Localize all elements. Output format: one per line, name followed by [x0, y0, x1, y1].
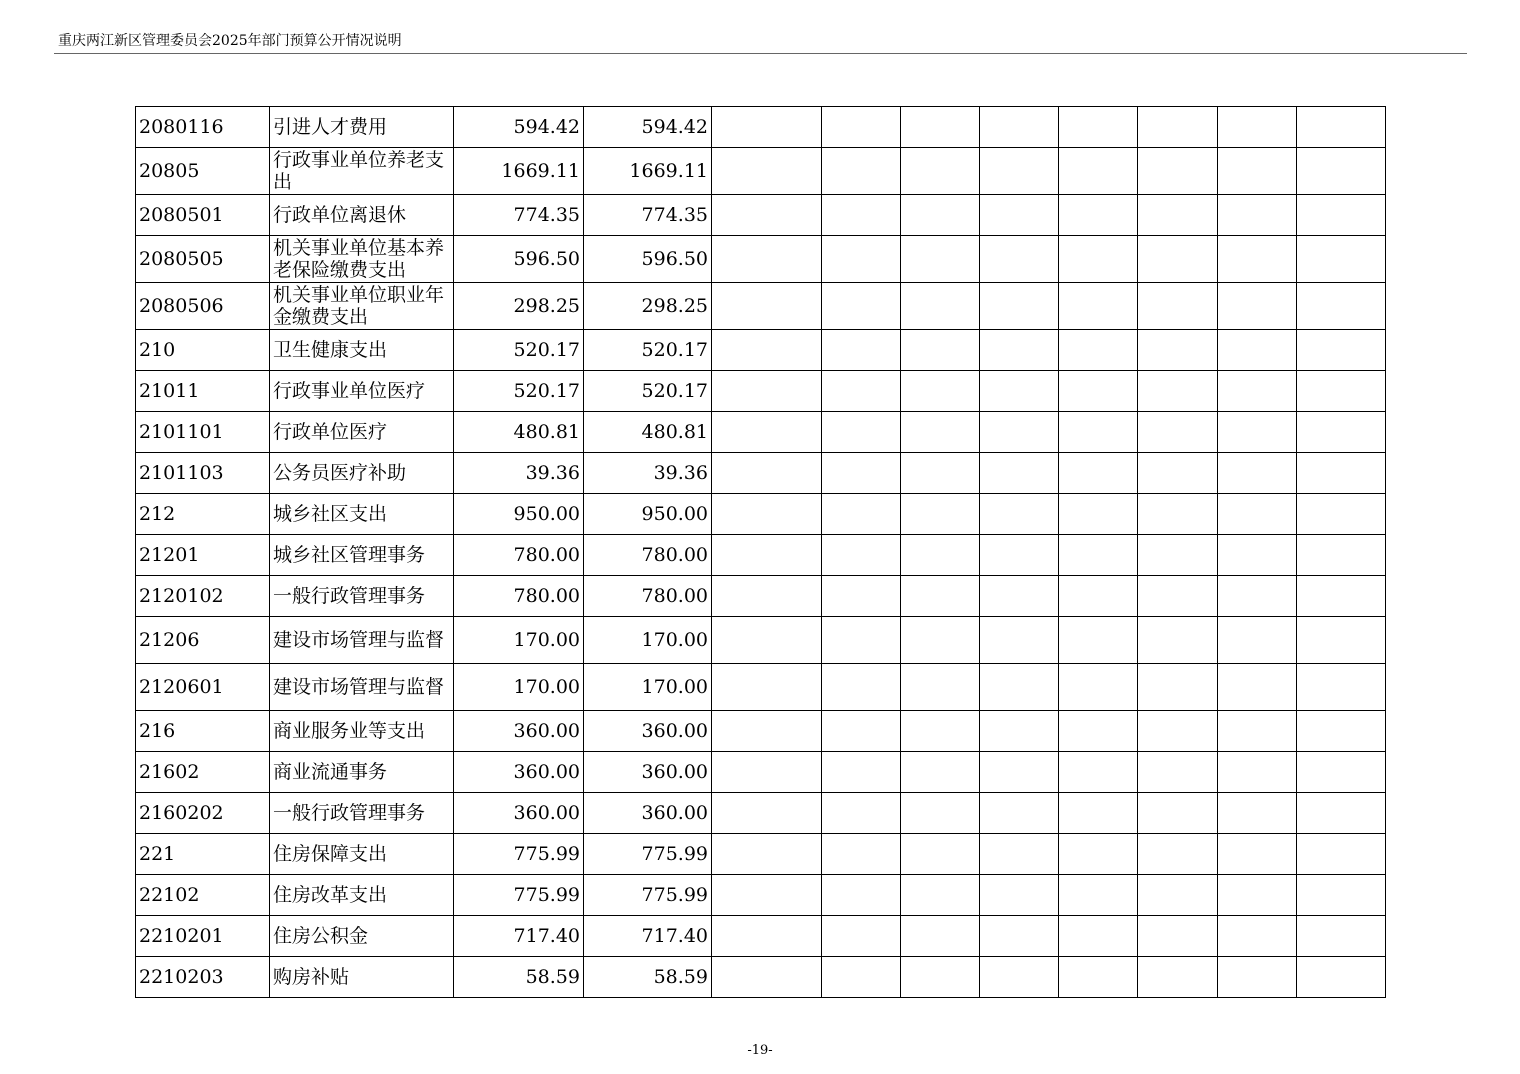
budget-table-body [136, 107, 1386, 998]
cell-empty [1218, 371, 1297, 412]
cell-empty [1297, 283, 1386, 330]
cell-total-amount: 39.36 [454, 453, 584, 494]
cell-subject-name: 住房保障支出 [270, 834, 454, 875]
cell-general-budget-amount: 596.50 [584, 236, 712, 283]
cell-empty [1138, 793, 1218, 834]
table-row [136, 453, 1386, 494]
cell-empty [1059, 330, 1138, 371]
cell-empty [712, 107, 822, 148]
cell-empty [1297, 834, 1386, 875]
table-row [136, 535, 1386, 576]
cell-empty [1138, 535, 1218, 576]
cell-empty [1138, 195, 1218, 236]
cell-empty [712, 957, 822, 998]
cell-empty [1297, 412, 1386, 453]
cell-subject-name: 公务员医疗补助 [270, 453, 454, 494]
cell-empty [980, 576, 1059, 617]
cell-empty [980, 236, 1059, 283]
cell-empty [1297, 453, 1386, 494]
cell-subject-code: 212 [136, 494, 270, 535]
cell-empty [901, 752, 980, 793]
cell-empty [980, 752, 1059, 793]
cell-empty [712, 236, 822, 283]
cell-empty [980, 453, 1059, 494]
cell-empty [1297, 576, 1386, 617]
cell-subject-name: 机关事业单位基本养老保险缴费支出 [270, 236, 454, 283]
cell-subject-name: 一般行政管理事务 [270, 793, 454, 834]
cell-empty [901, 148, 980, 195]
cell-empty [712, 371, 822, 412]
cell-total-amount: 775.99 [454, 875, 584, 916]
cell-total-amount: 520.17 [454, 371, 584, 412]
cell-empty [822, 195, 901, 236]
cell-general-budget-amount: 520.17 [584, 330, 712, 371]
cell-empty [901, 236, 980, 283]
cell-total-amount: 1669.11 [454, 148, 584, 195]
cell-empty [980, 875, 1059, 916]
cell-general-budget-amount: 360.00 [584, 793, 712, 834]
cell-subject-code: 210 [136, 330, 270, 371]
cell-empty [1138, 664, 1218, 711]
cell-empty [712, 875, 822, 916]
cell-empty [712, 664, 822, 711]
cell-general-budget-amount: 594.42 [584, 107, 712, 148]
cell-empty [980, 711, 1059, 752]
cell-empty [1218, 412, 1297, 453]
cell-empty [1297, 494, 1386, 535]
cell-subject-code: 22102 [136, 875, 270, 916]
cell-empty [1059, 195, 1138, 236]
cell-general-budget-amount: 1669.11 [584, 148, 712, 195]
cell-total-amount: 360.00 [454, 793, 584, 834]
table-row [136, 148, 1386, 195]
cell-empty [1059, 752, 1138, 793]
cell-empty [901, 576, 980, 617]
table-row [136, 875, 1386, 916]
cell-empty [1138, 617, 1218, 664]
cell-empty [1297, 664, 1386, 711]
cell-subject-code: 2080505 [136, 236, 270, 283]
cell-empty [1059, 236, 1138, 283]
cell-empty [980, 834, 1059, 875]
cell-empty [1059, 576, 1138, 617]
cell-general-budget-amount: 520.17 [584, 371, 712, 412]
cell-subject-name: 城乡社区支出 [270, 494, 454, 535]
cell-empty [1218, 916, 1297, 957]
cell-empty [1059, 283, 1138, 330]
cell-general-budget-amount: 58.59 [584, 957, 712, 998]
cell-subject-code: 21602 [136, 752, 270, 793]
cell-empty [1218, 107, 1297, 148]
cell-subject-name: 行政事业单位医疗 [270, 371, 454, 412]
cell-empty [1059, 916, 1138, 957]
cell-empty [1138, 957, 1218, 998]
cell-subject-code: 21201 [136, 535, 270, 576]
table-row [136, 664, 1386, 711]
cell-subject-code: 2101103 [136, 453, 270, 494]
cell-empty [822, 494, 901, 535]
cell-empty [712, 617, 822, 664]
cell-subject-name: 商业服务业等支出 [270, 711, 454, 752]
cell-empty [1059, 371, 1138, 412]
cell-general-budget-amount: 717.40 [584, 916, 712, 957]
cell-empty [1218, 236, 1297, 283]
cell-empty [980, 195, 1059, 236]
cell-empty [1297, 793, 1386, 834]
cell-total-amount: 774.35 [454, 195, 584, 236]
document-header-title: 重庆两江新区管理委员会2025年部门预算公开情况说明 [58, 33, 402, 49]
cell-empty [980, 793, 1059, 834]
cell-empty [1218, 957, 1297, 998]
cell-empty [1297, 371, 1386, 412]
table-row [136, 916, 1386, 957]
cell-empty [1059, 453, 1138, 494]
cell-subject-name: 建设市场管理与监督 [270, 617, 454, 664]
cell-empty [901, 875, 980, 916]
cell-subject-name: 一般行政管理事务 [270, 576, 454, 617]
cell-empty [822, 711, 901, 752]
cell-empty [1059, 148, 1138, 195]
cell-empty [1218, 576, 1297, 617]
cell-empty [1218, 494, 1297, 535]
cell-empty [980, 916, 1059, 957]
cell-subject-code: 20805 [136, 148, 270, 195]
cell-empty [1218, 711, 1297, 752]
cell-total-amount: 170.00 [454, 617, 584, 664]
cell-empty [901, 453, 980, 494]
cell-empty [822, 453, 901, 494]
cell-general-budget-amount: 950.00 [584, 494, 712, 535]
cell-empty [1059, 494, 1138, 535]
cell-empty [1218, 664, 1297, 711]
cell-empty [1138, 916, 1218, 957]
cell-empty [1138, 576, 1218, 617]
cell-empty [980, 412, 1059, 453]
cell-subject-name: 城乡社区管理事务 [270, 535, 454, 576]
cell-empty [901, 711, 980, 752]
cell-empty [712, 412, 822, 453]
cell-empty [822, 617, 901, 664]
cell-empty [1218, 875, 1297, 916]
cell-empty [901, 916, 980, 957]
cell-subject-name: 卫生健康支出 [270, 330, 454, 371]
cell-subject-name: 住房改革支出 [270, 875, 454, 916]
cell-empty [1059, 617, 1138, 664]
cell-general-budget-amount: 170.00 [584, 617, 712, 664]
cell-total-amount: 596.50 [454, 236, 584, 283]
cell-total-amount: 950.00 [454, 494, 584, 535]
cell-empty [1297, 236, 1386, 283]
cell-empty [1138, 875, 1218, 916]
cell-subject-code: 21011 [136, 371, 270, 412]
cell-subject-code: 2101101 [136, 412, 270, 453]
cell-empty [1218, 752, 1297, 793]
page-number: -19- [747, 1043, 773, 1058]
cell-empty [822, 957, 901, 998]
cell-empty [822, 330, 901, 371]
cell-empty [1059, 107, 1138, 148]
cell-general-budget-amount: 480.81 [584, 412, 712, 453]
cell-subject-code: 2120102 [136, 576, 270, 617]
cell-empty [1138, 283, 1218, 330]
cell-empty [822, 576, 901, 617]
cell-total-amount: 594.42 [454, 107, 584, 148]
cell-empty [822, 148, 901, 195]
cell-empty [1218, 148, 1297, 195]
cell-total-amount: 58.59 [454, 957, 584, 998]
cell-empty [1059, 535, 1138, 576]
cell-empty [901, 535, 980, 576]
header-divider [54, 53, 1467, 54]
cell-empty [822, 371, 901, 412]
cell-empty [822, 236, 901, 283]
cell-empty [1218, 330, 1297, 371]
cell-subject-code: 2210201 [136, 916, 270, 957]
cell-empty [901, 664, 980, 711]
table-row [136, 576, 1386, 617]
cell-empty [1218, 617, 1297, 664]
cell-empty [1059, 793, 1138, 834]
cell-empty [1138, 494, 1218, 535]
table-row [136, 371, 1386, 412]
cell-empty [712, 453, 822, 494]
cell-empty [980, 664, 1059, 711]
cell-general-budget-amount: 39.36 [584, 453, 712, 494]
cell-subject-code: 2080116 [136, 107, 270, 148]
table-row [136, 834, 1386, 875]
cell-subject-name: 引进人才费用 [270, 107, 454, 148]
cell-empty [1059, 664, 1138, 711]
cell-empty [901, 195, 980, 236]
cell-total-amount: 780.00 [454, 535, 584, 576]
cell-empty [822, 875, 901, 916]
cell-total-amount: 298.25 [454, 283, 584, 330]
cell-empty [980, 617, 1059, 664]
cell-subject-name: 行政事业单位养老支出 [270, 148, 454, 195]
cell-empty [980, 330, 1059, 371]
table-row [136, 107, 1386, 148]
cell-empty [1138, 236, 1218, 283]
cell-general-budget-amount: 780.00 [584, 576, 712, 617]
table-row [136, 283, 1386, 330]
cell-empty [980, 148, 1059, 195]
cell-empty [1297, 535, 1386, 576]
cell-empty [1218, 283, 1297, 330]
cell-empty [1138, 453, 1218, 494]
cell-general-budget-amount: 360.00 [584, 711, 712, 752]
cell-empty [1297, 711, 1386, 752]
cell-empty [1059, 834, 1138, 875]
cell-empty [901, 617, 980, 664]
cell-empty [1297, 195, 1386, 236]
cell-empty [980, 957, 1059, 998]
cell-empty [822, 834, 901, 875]
cell-empty [822, 535, 901, 576]
cell-empty [980, 371, 1059, 412]
cell-subject-name: 建设市场管理与监督 [270, 664, 454, 711]
cell-subject-name: 住房公积金 [270, 916, 454, 957]
cell-general-budget-amount: 360.00 [584, 752, 712, 793]
cell-empty [901, 957, 980, 998]
budget-table [135, 106, 1386, 998]
cell-empty [1218, 834, 1297, 875]
cell-subject-name: 商业流通事务 [270, 752, 454, 793]
cell-empty [1297, 916, 1386, 957]
cell-empty [712, 195, 822, 236]
cell-general-budget-amount: 170.00 [584, 664, 712, 711]
cell-empty [1059, 711, 1138, 752]
cell-empty [712, 576, 822, 617]
cell-empty [712, 752, 822, 793]
cell-empty [980, 494, 1059, 535]
cell-total-amount: 775.99 [454, 834, 584, 875]
table-row [136, 412, 1386, 453]
cell-empty [712, 148, 822, 195]
table-row [136, 330, 1386, 371]
cell-general-budget-amount: 775.99 [584, 875, 712, 916]
cell-subject-code: 2080506 [136, 283, 270, 330]
table-row [136, 617, 1386, 664]
cell-empty [901, 371, 980, 412]
cell-empty [822, 107, 901, 148]
table-row [136, 494, 1386, 535]
cell-empty [1059, 875, 1138, 916]
cell-subject-code: 221 [136, 834, 270, 875]
cell-empty [712, 535, 822, 576]
cell-empty [901, 412, 980, 453]
cell-empty [712, 711, 822, 752]
cell-empty [1138, 711, 1218, 752]
cell-empty [1297, 875, 1386, 916]
cell-empty [1138, 148, 1218, 195]
cell-empty [1138, 107, 1218, 148]
cell-empty [1297, 330, 1386, 371]
cell-empty [1297, 107, 1386, 148]
table-row [136, 195, 1386, 236]
cell-empty [1297, 148, 1386, 195]
cell-empty [901, 494, 980, 535]
cell-empty [980, 535, 1059, 576]
cell-subject-name: 购房补贴 [270, 957, 454, 998]
cell-empty [1218, 195, 1297, 236]
cell-empty [822, 793, 901, 834]
cell-empty [901, 283, 980, 330]
cell-empty [1059, 957, 1138, 998]
cell-empty [712, 494, 822, 535]
cell-general-budget-amount: 298.25 [584, 283, 712, 330]
cell-empty [822, 412, 901, 453]
cell-empty [1218, 793, 1297, 834]
cell-empty [1138, 412, 1218, 453]
cell-total-amount: 520.17 [454, 330, 584, 371]
cell-subject-code: 2210203 [136, 957, 270, 998]
cell-subject-code: 2120601 [136, 664, 270, 711]
cell-total-amount: 780.00 [454, 576, 584, 617]
cell-subject-code: 2160202 [136, 793, 270, 834]
cell-empty [712, 330, 822, 371]
cell-subject-name: 行政单位离退休 [270, 195, 454, 236]
cell-empty [1218, 535, 1297, 576]
cell-empty [901, 330, 980, 371]
cell-total-amount: 717.40 [454, 916, 584, 957]
cell-general-budget-amount: 780.00 [584, 535, 712, 576]
cell-subject-code: 2080501 [136, 195, 270, 236]
cell-general-budget-amount: 775.99 [584, 834, 712, 875]
cell-empty [901, 107, 980, 148]
cell-empty [1297, 752, 1386, 793]
cell-empty [901, 834, 980, 875]
table-row [136, 236, 1386, 283]
cell-empty [1297, 617, 1386, 664]
cell-empty [1138, 330, 1218, 371]
cell-subject-code: 21206 [136, 617, 270, 664]
cell-empty [822, 664, 901, 711]
cell-empty [980, 107, 1059, 148]
cell-empty [1059, 412, 1138, 453]
cell-total-amount: 360.00 [454, 752, 584, 793]
cell-subject-name: 行政单位医疗 [270, 412, 454, 453]
cell-empty [712, 916, 822, 957]
cell-empty [822, 752, 901, 793]
cell-total-amount: 480.81 [454, 412, 584, 453]
cell-subject-code: 216 [136, 711, 270, 752]
cell-empty [712, 834, 822, 875]
cell-general-budget-amount: 774.35 [584, 195, 712, 236]
cell-empty [1138, 752, 1218, 793]
cell-empty [712, 793, 822, 834]
cell-empty [1138, 371, 1218, 412]
cell-empty [1138, 834, 1218, 875]
cell-empty [712, 283, 822, 330]
cell-total-amount: 360.00 [454, 711, 584, 752]
cell-empty [822, 283, 901, 330]
cell-empty [1218, 453, 1297, 494]
cell-total-amount: 170.00 [454, 664, 584, 711]
cell-subject-name: 机关事业单位职业年金缴费支出 [270, 283, 454, 330]
cell-empty [822, 916, 901, 957]
cell-empty [901, 793, 980, 834]
cell-empty [980, 283, 1059, 330]
cell-empty [1297, 957, 1386, 998]
table-row [136, 752, 1386, 793]
table-row [136, 793, 1386, 834]
table-row [136, 957, 1386, 998]
table-row [136, 711, 1386, 752]
